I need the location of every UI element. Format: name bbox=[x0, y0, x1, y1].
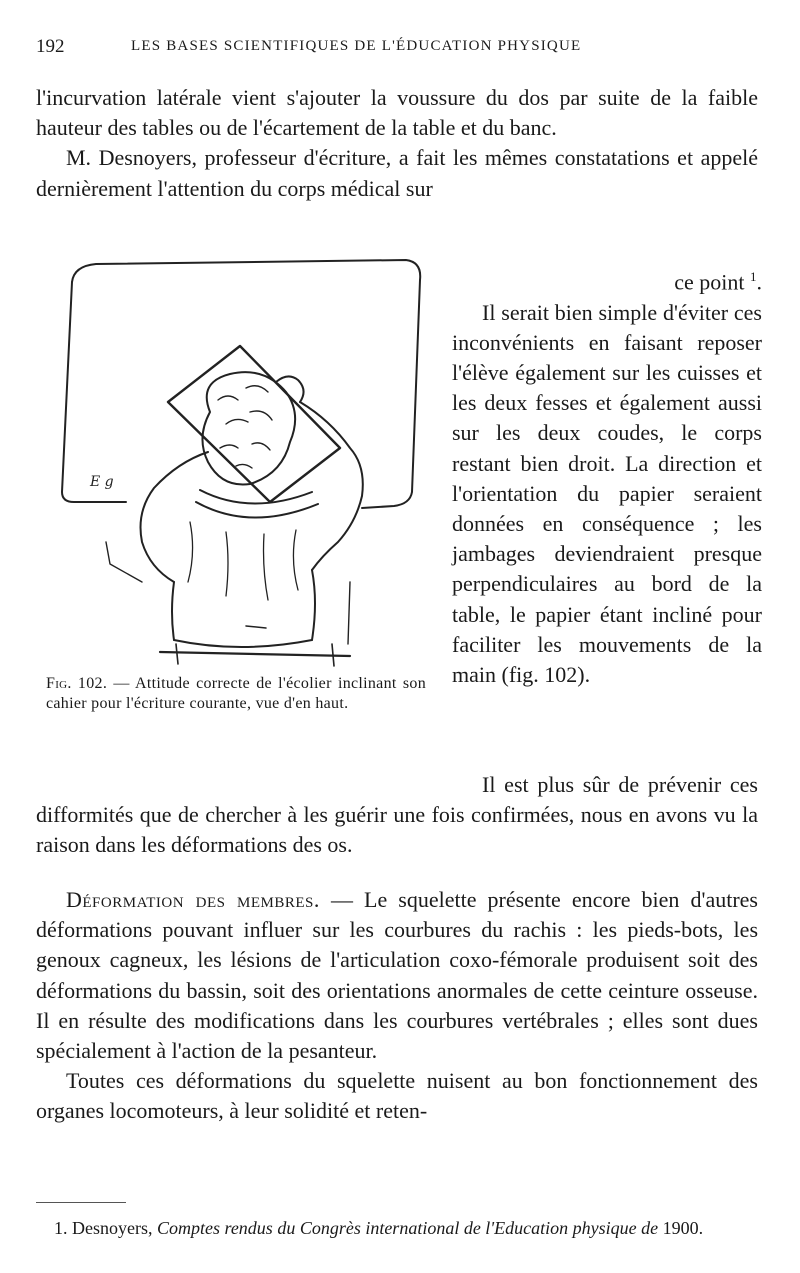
page-number: 192 bbox=[36, 36, 65, 57]
section-heading: Déformation des membres. bbox=[66, 887, 320, 912]
paragraph-4: Il est plus sûr de prévenir ces difformités que de chercher à les guérir une fois confirmées, nous en avons vu la raison dans les déformations des os. bbox=[36, 772, 758, 858]
figure-102 bbox=[50, 252, 438, 672]
footnote-work: Comptes rendus du Congrès international de l'Education physique de bbox=[156, 1218, 659, 1238]
paragraph-6: Toutes ces déformations du squelette nuisent au bon fonctionnement des organes locomoteurs, à leur solidité et reten- bbox=[36, 1068, 758, 1124]
footnote-ref: 1 bbox=[750, 269, 757, 284]
paragraph-5 bbox=[36, 885, 758, 1066]
footnote-divider bbox=[36, 1202, 126, 1203]
footnote-year: 1900. bbox=[658, 1218, 704, 1238]
paragraph-2-period: . bbox=[756, 269, 762, 295]
running-header bbox=[36, 30, 766, 60]
paragraph-3: Il serait bien simple d'éviter ces inconvénients en faisant reposer l'élève également sur les cuisses et les deux fesses et également aussi sur les deux coudes, le corps restant bien droit. La direction et l'orientation du papier seraient données en conséquence ; les jambages deviendraient presque perpendiculaires au bord de la table, le papier étant incliné pour faciliter les mouvements de la main (fig. 102). bbox=[452, 299, 762, 687]
top-text bbox=[36, 83, 758, 204]
illustrator-signature: E g bbox=[90, 474, 114, 490]
paragraph-2-end bbox=[452, 262, 762, 298]
right-column bbox=[452, 262, 762, 690]
footnote-number: 1. bbox=[54, 1218, 68, 1238]
footnote-author: Desnoyers, bbox=[67, 1218, 157, 1238]
paragraph-2-end-text: ce point bbox=[674, 269, 745, 295]
paragraph-4-block bbox=[36, 770, 758, 861]
section-deformations bbox=[36, 885, 758, 1127]
paragraph-1: l'incurvation latérale vient s'ajouter la voussure du dos par suite de la faible hauteur des tables ou de l'écartement de la table et du banc. bbox=[36, 85, 758, 141]
running-title: LES BASES SCIENTIFIQUES DE L'ÉDUCATION PHYSIQUE bbox=[131, 38, 582, 54]
paragraph-5-text: — Le squelette présente encore bien d'autres déformations pouvant influer sur les courbures du rachis : les pieds-bots, les genoux cagneux, les lésions de l'articulation coxo-fémorale produisent soit des déformations du bassin, soit des orientations anormales de cette ceinture osseuse. Il en résulte des modifications dans les courbures vertébrales ; elles sont dues spécialement à l'action de la pesanteur. bbox=[36, 887, 758, 1064]
figure-label: Fig. 102. bbox=[46, 675, 108, 692]
figure-caption-text: — Attitude correcte de l'écolier inclinant son cahier pour l'écriture courante, vue d'en haut. bbox=[46, 675, 426, 712]
figure-caption bbox=[46, 674, 426, 714]
paragraph-2: M. Desnoyers, professeur d'écriture, a fait les mêmes constatations et appelé dernièrement l'attention du corps médical sur bbox=[36, 145, 758, 201]
footnote bbox=[54, 1218, 766, 1239]
schoolboy-writing-illustration bbox=[50, 252, 438, 672]
